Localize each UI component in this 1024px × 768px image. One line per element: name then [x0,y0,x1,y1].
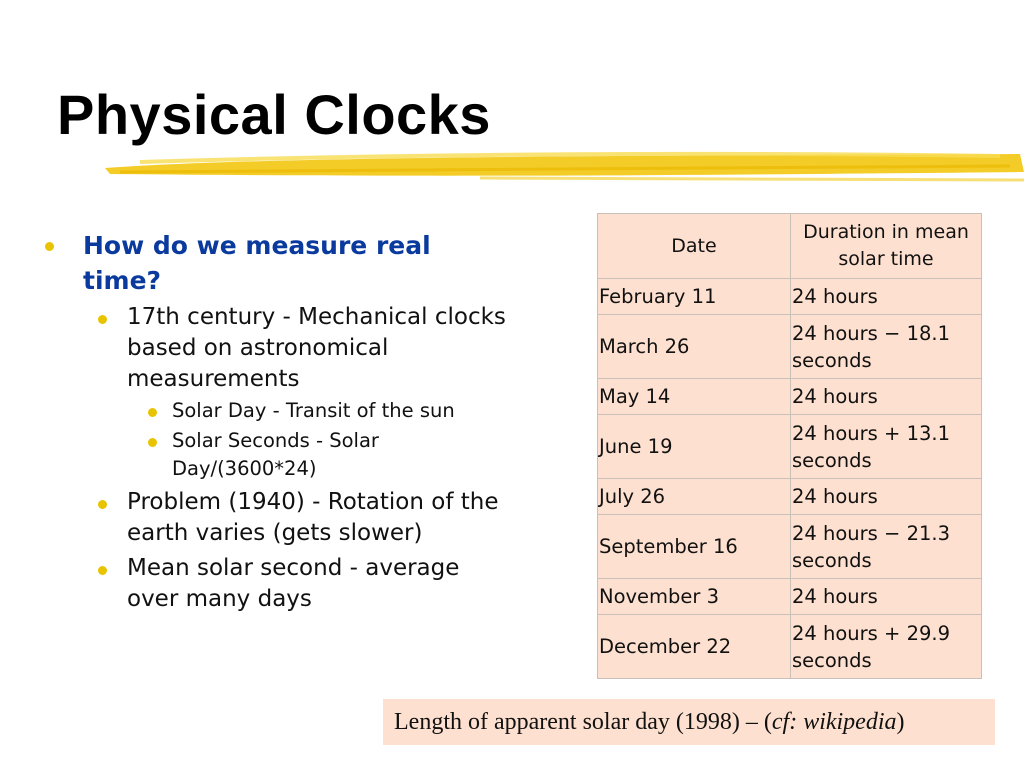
table-cell-date: December 22 [598,615,791,679]
bullet-mean-solar [40,553,510,615]
bullet-dot-icon [98,566,107,575]
table-cell-duration: 24 hours [791,479,982,515]
bullet-mean-solar-text: Mean solar second - average over many days [127,555,460,612]
bullet-dot-icon [148,408,157,417]
table-cell-duration: 24 hours + 29.9 seconds [791,615,982,679]
bullet-list [40,228,510,615]
table-cell-duration: 24 hours − 18.1 seconds [791,315,982,379]
table-row [598,479,982,515]
table-cell-duration: 24 hours + 13.1 seconds [791,415,982,479]
bullet-problem [40,487,510,549]
table-cell-date: November 3 [598,579,791,615]
table-row [598,315,982,379]
table-header-date: Date [598,214,791,279]
table-caption [383,699,995,745]
table-row [598,515,982,579]
table-cell-date: July 26 [598,479,791,515]
table-row [598,379,982,415]
bullet-solar-seconds [40,427,510,483]
bullet-dot-icon [98,315,107,324]
solar-day-table [597,213,982,679]
bullet-problem-text: Problem (1940) - Rotation of the earth varies (gets slower) [127,489,499,546]
table-header-duration: Duration in mean solar time [791,214,982,279]
table-cell-duration: 24 hours [791,579,982,615]
table-cell-duration: 24 hours [791,379,982,415]
table-cell-duration: 24 hours [791,279,982,315]
bullet-dot-icon [148,438,157,447]
slide-title: Physical Clocks [57,83,491,146]
bullet-mechanical [40,302,510,395]
caption-citation: cf: wikipedia [771,709,897,735]
table-row [598,615,982,679]
table-cell-date: March 26 [598,315,791,379]
table-cell-date: June 19 [598,415,791,479]
bullet-main [40,228,510,298]
table-cell-duration: 24 hours − 21.3 seconds [791,515,982,579]
table-row [598,415,982,479]
caption-text: Length of apparent solar day (1998) – ( [394,709,772,735]
bullet-dot-icon [45,242,54,251]
table-cell-date: September 16 [598,515,791,579]
bullet-solar-seconds-text: Solar Seconds - Solar Day/(3600*24) [172,429,379,480]
table-row [598,579,982,615]
bullet-solar-day-text: Solar Day - Transit of the sun [172,399,455,422]
bullet-dot-icon [98,500,107,509]
bullet-solar-day [40,397,510,425]
bullet-main-text: How do we measure real time? [83,231,431,295]
title-underline-brushstroke [100,150,1024,190]
table-row [598,279,982,315]
table-cell-date: February 11 [598,279,791,315]
caption-close: ) [896,709,905,735]
bullet-mechanical-text: 17th century - Mechanical clocks based on astronomical measurements [127,304,506,392]
table-cell-date: May 14 [598,379,791,415]
